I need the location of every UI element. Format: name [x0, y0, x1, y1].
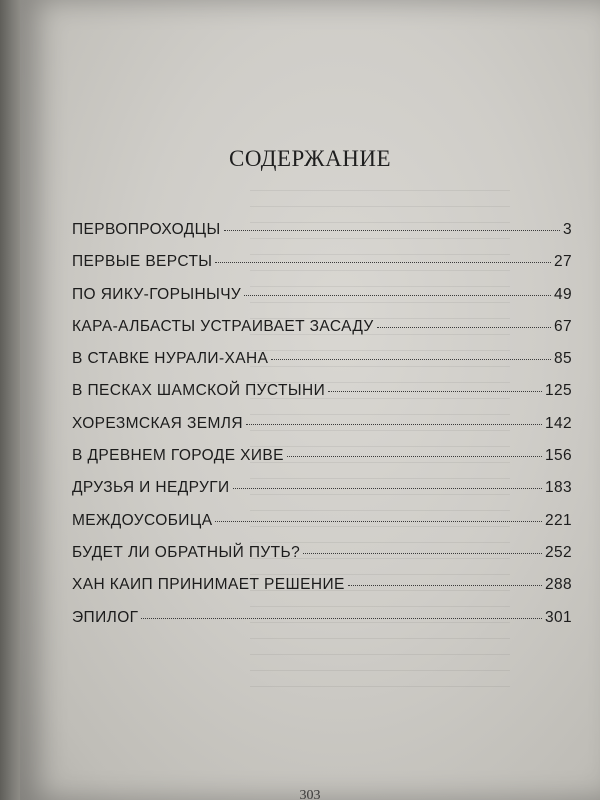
toc-entry-page: 49 [553, 285, 572, 303]
toc-entry-page: 85 [553, 350, 572, 368]
book-page [20, 0, 600, 800]
toc-entry [72, 350, 572, 382]
page-title: СОДЕРЖАНИЕ [228, 146, 391, 171]
toc-entry [72, 512, 572, 544]
toc-entry-page: 301 [544, 608, 572, 626]
toc-entry-title: ХОРЕЗМСКАЯ ЗЕМЛЯ [72, 414, 243, 432]
dot-leader [215, 521, 541, 522]
toc-entry [72, 318, 572, 350]
dot-leader [246, 424, 542, 425]
toc-entry-title: ПО ЯИКУ-ГОРЫНЫЧУ [72, 285, 242, 303]
toc-entry-page: 252 [544, 543, 572, 561]
dot-leader [224, 230, 560, 231]
toc-entry [72, 447, 572, 479]
toc-entry-title: В ДРЕВНЕМ ГОРОДЕ ХИВЕ [72, 447, 284, 465]
toc-entry-page: 142 [544, 414, 572, 432]
toc-entry [72, 544, 572, 576]
dot-leader [328, 391, 542, 392]
toc-entry-title: В ПЕСКАХ ШАМСКОЙ ПУСТЫНИ [72, 382, 326, 400]
toc-entry [72, 382, 572, 414]
toc-entry-page: 183 [544, 479, 572, 497]
toc-entry-title: ЭПИЛОГ [72, 608, 139, 626]
toc-entry-title: ПЕРВЫЕ ВЕРСТЫ [72, 253, 213, 271]
table-of-contents [72, 221, 572, 641]
toc-entry-page: 27 [553, 253, 572, 271]
dot-leader [141, 618, 541, 619]
toc-entry-page: 67 [553, 317, 572, 335]
toc-entry [72, 609, 572, 641]
dot-leader [287, 456, 542, 457]
toc-entry [72, 286, 572, 318]
dot-leader [377, 327, 551, 328]
page-number: 303 [299, 788, 321, 800]
toc-entry [72, 479, 572, 511]
toc-entry-title: БУДЕТ ЛИ ОБРАТНЫЙ ПУТЬ? [72, 543, 301, 561]
dot-leader [244, 295, 551, 296]
toc-entry [72, 221, 572, 253]
toc-entry-title: КАРА-АЛБАСТЫ УСТРАИВАЕТ ЗАСАДУ [72, 317, 374, 335]
toc-entry-title: ХАН КАИП ПРИНИМАЕТ РЕШЕНИЕ [72, 576, 345, 594]
dot-leader [271, 359, 551, 360]
toc-entry [72, 253, 572, 285]
toc-entry-title: МЕЖДОУСОБИЦА [72, 511, 213, 529]
dot-leader [215, 262, 551, 263]
toc-entry-page: 3 [562, 221, 572, 238]
toc-entry [72, 576, 572, 608]
dot-leader [233, 488, 542, 489]
dot-leader [348, 585, 542, 586]
toc-entry-page: 156 [544, 447, 572, 465]
toc-entry-page: 288 [544, 576, 572, 594]
dot-leader [303, 553, 542, 554]
toc-entry-page: 125 [544, 382, 572, 400]
toc-entry-page: 221 [544, 511, 572, 529]
toc-entry-title: ПЕРВОПРОХОДЦЫ [72, 221, 221, 238]
toc-entry [72, 415, 572, 447]
toc-entry-title: ДРУЗЬЯ И НЕДРУГИ [72, 479, 230, 497]
toc-entry-title: В СТАВКЕ НУРАЛИ-ХАНА [72, 350, 269, 368]
